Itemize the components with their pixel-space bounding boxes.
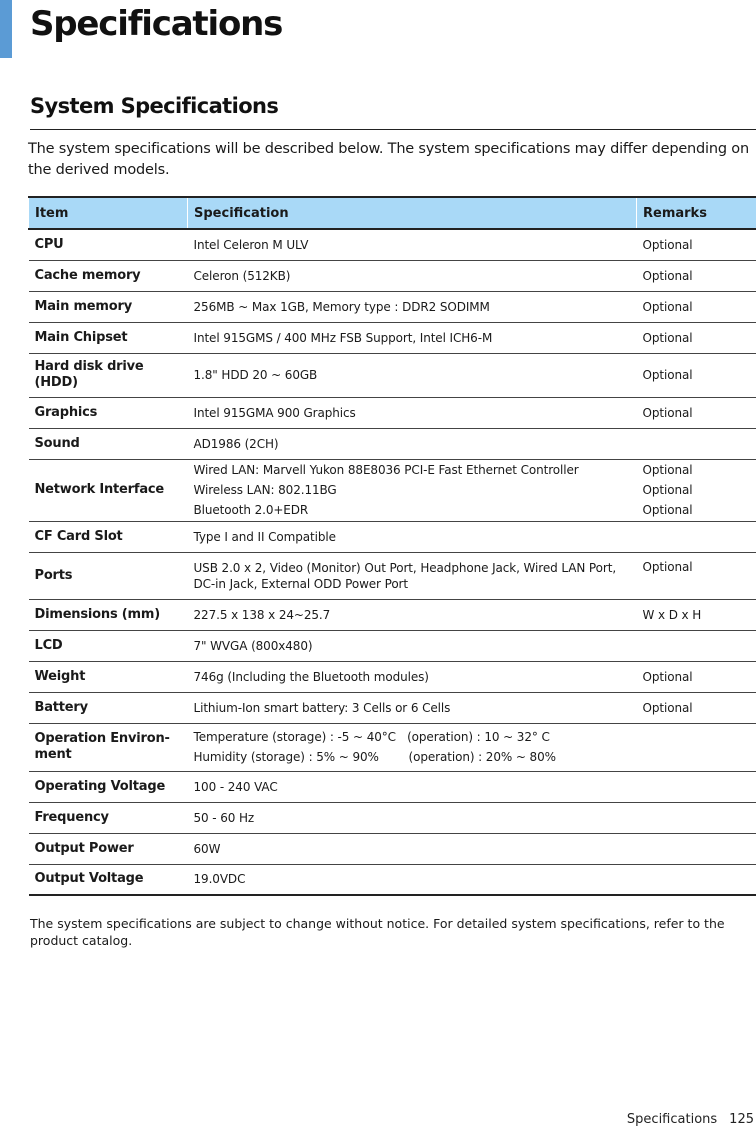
spec-line: 50 - 60 Hz bbox=[193, 810, 255, 825]
row-item: LCD bbox=[29, 630, 188, 661]
spec-line: 256MB ~ Max 1GB, Memory type : DDR2 SODIMM bbox=[193, 299, 490, 314]
row-specification bbox=[188, 552, 637, 599]
row-specification bbox=[188, 661, 637, 692]
table-row bbox=[29, 661, 756, 692]
row-item: Operation Environ-ment bbox=[29, 723, 188, 771]
row-item: Output Voltage bbox=[29, 864, 188, 895]
table-row bbox=[29, 397, 756, 428]
row-item: CPU bbox=[29, 229, 188, 260]
row-specification bbox=[188, 260, 637, 291]
table-row bbox=[29, 229, 756, 260]
spec-line: 100 - 240 VAC bbox=[193, 779, 278, 794]
row-item: Main memory bbox=[29, 291, 188, 322]
table-row bbox=[29, 552, 756, 599]
row-specification bbox=[188, 353, 637, 397]
row-specification bbox=[188, 723, 637, 771]
header-remarks: Remarks bbox=[637, 197, 756, 229]
table-row bbox=[29, 630, 756, 661]
row-remarks bbox=[637, 692, 756, 723]
row-item: Weight bbox=[29, 661, 188, 692]
table-row bbox=[29, 260, 756, 291]
row-remarks bbox=[637, 771, 756, 802]
spec-line: USB 2.0 x 2, Video (Monitor) Out Port, Headphone Jack, Wired LAN Port, DC-in Jack, External ODD Power Port bbox=[193, 560, 620, 591]
spec-line: Lithium-Ion smart battery: 3 Cells or 6 Cells bbox=[193, 700, 451, 715]
remark-line: Optional bbox=[642, 405, 693, 420]
spec-line: 7" WVGA (800x480) bbox=[193, 638, 313, 653]
row-specification bbox=[188, 692, 637, 723]
row-specification bbox=[188, 630, 637, 661]
row-remarks bbox=[637, 291, 756, 322]
table-row bbox=[29, 833, 756, 864]
row-remarks bbox=[637, 599, 756, 630]
remark-line: Optional bbox=[642, 700, 693, 715]
remark-line: Optional bbox=[642, 483, 693, 497]
remark-line: Optional bbox=[642, 669, 693, 684]
remark-line: Optional bbox=[642, 503, 693, 517]
spec-line: Intel Celeron M ULV bbox=[193, 237, 309, 252]
specifications-table bbox=[28, 196, 756, 896]
row-remarks bbox=[637, 661, 756, 692]
header-item: Item bbox=[29, 197, 188, 229]
remark-line: Optional bbox=[642, 368, 693, 382]
spec-line: 227.5 x 138 x 24~25.7 bbox=[193, 607, 331, 622]
row-item: CF Card Slot bbox=[29, 521, 188, 552]
table-row bbox=[29, 459, 756, 521]
table-row bbox=[29, 322, 756, 353]
table-row bbox=[29, 864, 756, 895]
row-specification bbox=[188, 521, 637, 552]
row-item: Frequency bbox=[29, 802, 188, 833]
spec-line: Intel 915GMA 900 Graphics bbox=[193, 405, 356, 420]
spec-line: Bluetooth 2.0+EDR bbox=[193, 503, 309, 517]
row-specification bbox=[188, 322, 637, 353]
remark-line: Optional bbox=[642, 330, 693, 345]
row-remarks bbox=[637, 864, 756, 895]
table-row bbox=[29, 521, 756, 552]
table-row bbox=[29, 771, 756, 802]
page-footer bbox=[615, 1112, 754, 1127]
remark-line: Optional bbox=[642, 268, 693, 283]
page-title: Specifications bbox=[30, 4, 283, 44]
spec-line: Celeron (512KB) bbox=[193, 268, 291, 283]
row-remarks bbox=[637, 521, 756, 552]
table-header-row bbox=[29, 197, 756, 229]
spec-line: Wireless LAN: 802.11BG bbox=[193, 483, 337, 497]
remark-line: Optional bbox=[642, 463, 693, 477]
intro-paragraph: The system specifications will be described below. The system specifications may differ depending on the derived models. bbox=[28, 141, 749, 178]
header-specification: Specification bbox=[188, 197, 637, 229]
spec-line: Humidity (storage) : 5% ~ 90% (operation) : 20% ~ 80% bbox=[193, 750, 556, 764]
table-row bbox=[29, 353, 756, 397]
footnote: The system specifications are subject to change without notice. For detailed system specifications, refer to the product catalog. bbox=[30, 916, 725, 948]
row-remarks bbox=[637, 552, 756, 599]
table-body bbox=[29, 229, 756, 895]
row-item: Operating Voltage bbox=[29, 771, 188, 802]
row-remarks bbox=[637, 229, 756, 260]
table-row bbox=[29, 802, 756, 833]
spec-line: Wired LAN: Marvell Yukon 88E8036 PCI-E Fast Ethernet Controller bbox=[193, 463, 579, 477]
table-row bbox=[29, 723, 756, 771]
row-specification bbox=[188, 397, 637, 428]
row-item: Battery bbox=[29, 692, 188, 723]
spec-line: Type I and II Compatible bbox=[193, 529, 336, 544]
remark-line: W x D x H bbox=[642, 607, 702, 622]
row-item: Ports bbox=[29, 552, 188, 599]
table-row bbox=[29, 692, 756, 723]
row-remarks bbox=[637, 802, 756, 833]
spec-line: AD1986 (2CH) bbox=[193, 436, 279, 451]
row-specification bbox=[188, 864, 637, 895]
section-title: System Specifications bbox=[30, 94, 279, 118]
row-remarks bbox=[637, 630, 756, 661]
spec-line: 746g (Including the Bluetooth modules) bbox=[193, 669, 429, 684]
row-item: Network Interface bbox=[29, 459, 188, 521]
row-remarks bbox=[637, 428, 756, 459]
row-specification bbox=[188, 771, 637, 802]
remark-line: Optional bbox=[642, 299, 693, 314]
row-specification bbox=[188, 428, 637, 459]
row-remarks bbox=[637, 353, 756, 397]
row-remarks bbox=[637, 833, 756, 864]
row-remarks bbox=[637, 459, 756, 521]
footer-label: Specifications bbox=[626, 1112, 718, 1127]
page-number: 125 bbox=[729, 1112, 754, 1127]
spec-line: 60W bbox=[193, 841, 221, 856]
row-specification bbox=[188, 291, 637, 322]
row-specification bbox=[188, 833, 637, 864]
row-item: Output Power bbox=[29, 833, 188, 864]
spec-line: Temperature (storage) : -5 ~ 40°C (operation) : 10 ~ 32° C bbox=[193, 730, 550, 744]
spec-line: 19.0VDC bbox=[193, 872, 246, 887]
row-item: Sound bbox=[29, 428, 188, 459]
table-row bbox=[29, 291, 756, 322]
row-remarks bbox=[637, 723, 756, 771]
spec-line: Intel 915GMS / 400 MHz FSB Support, Intel ICH6-M bbox=[193, 330, 493, 345]
row-item: Main Chipset bbox=[29, 322, 188, 353]
row-remarks bbox=[637, 397, 756, 428]
spec-line: 1.8" HDD 20 ~ 60GB bbox=[193, 368, 318, 382]
row-item: Hard disk drive (HDD) bbox=[29, 353, 188, 397]
row-specification bbox=[188, 229, 637, 260]
title-accent-bar bbox=[0, 0, 12, 58]
table-row bbox=[29, 599, 756, 630]
row-specification bbox=[188, 599, 637, 630]
remark-line: Optional bbox=[642, 559, 693, 574]
row-item: Dimensions (mm) bbox=[29, 599, 188, 630]
section-divider bbox=[30, 129, 756, 130]
remark-line: Optional bbox=[642, 237, 693, 252]
row-specification bbox=[188, 459, 637, 521]
row-remarks bbox=[637, 322, 756, 353]
row-specification bbox=[188, 802, 637, 833]
row-item: Cache memory bbox=[29, 260, 188, 291]
table-row bbox=[29, 428, 756, 459]
row-item: Graphics bbox=[29, 397, 188, 428]
row-remarks bbox=[637, 260, 756, 291]
